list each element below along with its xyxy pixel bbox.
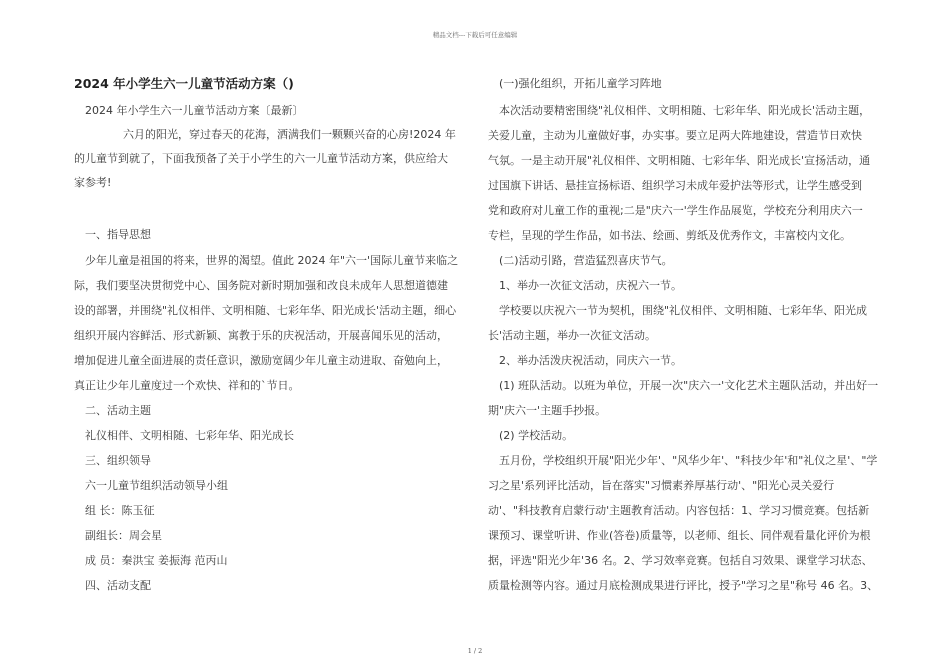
- paragraph-line: 长'活动主题，举办一次征文活动。: [488, 329, 657, 342]
- section-heading: (二)活动引路，营造猛烈喜庆节气。: [499, 254, 673, 267]
- page-number: 1 / 2: [467, 647, 483, 655]
- section-heading: (一)强化组织，开拓儿童学习阵地: [499, 77, 662, 90]
- paragraph-line: 质量检测等内容。通过月底检测成果进行评比，授予"学习之星"称号 46 名。3、: [488, 579, 879, 592]
- paragraph-line: 课预习、课堂听讲、作业(答卷)质量等，以老师、组长、同伴观看量化评价为根: [488, 529, 871, 542]
- intro-line: 六月的阳光，穿过春天的花海，洒满我们一颗颗兴奋的心房!2024 年: [123, 128, 456, 141]
- intro-line: 家参考!: [74, 176, 112, 189]
- paragraph-line: 过国旗下讲话、悬挂宣扬标语、组织学习未成年爱护法等形式，让学生感受到: [488, 179, 862, 192]
- paragraph-line: 关爱儿童，主动为儿童做好事，办实事。要立足两大阵地建设，营造节日欢快: [488, 129, 862, 142]
- paragraph-line: 五月份，学校组织开展"阳光少年'、"风华少年'、"科技少年'和"礼仪之星'、"学: [499, 454, 878, 467]
- section-heading: 二、活动主题: [85, 404, 151, 417]
- paragraph-line: 增加促进儿童全面进展的责任意识，激励宽阔少年儿童主动进取、奋勉向上，: [74, 354, 448, 367]
- section-heading: 四、活动支配: [85, 579, 151, 592]
- paragraph-line: (1) 班队活动。以班为单位，开展一次"庆六一'文化艺术主题队活动，并出好一: [499, 379, 879, 392]
- paragraph-line: 真正让少年儿童度过一个欢快、祥和的`节日。: [74, 379, 300, 392]
- page-header-note: 精品文档---下载后可任意编辑: [432, 31, 518, 39]
- paragraph-line: 成 员：秦洪宝 姜振海 范丙山: [85, 554, 228, 567]
- paragraph-line: 本次活动要精密围绕"礼仪相伴、文明相随、七彩年华、阳光成长'活动主题，: [499, 104, 871, 117]
- paragraph-line: 2、举办活泼庆祝活动，同庆六一节。: [499, 354, 682, 367]
- intro-line: 的儿童节到就了，下面我预备了关于小学生的六一儿童节活动方案，供应给大: [74, 152, 448, 165]
- paragraph-line: 组织开展内容鲜活、形式新颖、寓教于乐的庆祝活动，开展喜闻乐见的活动，: [74, 329, 448, 342]
- paragraph-line: 动'、"科技教育启蒙行动'主题教育活动。内容包括：1、学习习惯竞赛。包括新: [488, 504, 870, 517]
- subtitle-line: 2024 年小学生六一儿童节活动方案〔最新〕: [85, 104, 304, 117]
- paragraph-line: 1、举办一次征文活动，庆祝六一节。: [499, 279, 682, 292]
- paragraph-line: 组 长：陈玉征: [85, 504, 155, 517]
- paragraph-line: 学校要以庆祝六一节为契机，围绕"礼仪相伴、文明相随、七彩年华、阳光成: [499, 304, 868, 317]
- paragraph-line: 习之星'系列评比活动，旨在落实"习惯素养厚基行动'、"阳光心灵关爱行: [488, 479, 835, 492]
- paragraph-line: 少年儿童是祖国的将来，世界的渴望。值此 2024 年"六一'国际儿童节来临之: [85, 254, 459, 267]
- section-heading: 三、组织领导: [85, 454, 151, 467]
- paragraph-line: 期"庆六一'主题手抄报。: [488, 404, 607, 417]
- paragraph-line: (2) 学校活动。: [499, 429, 574, 442]
- paragraph-line: 际，我们要坚决贯彻党中心、国务院对新时期加强和改良未成年人思想道德建: [74, 279, 448, 292]
- paragraph-line: 专栏，呈现的学生作品，如书法、绘画、剪纸及优秀作文，丰富校内文化。: [488, 229, 851, 242]
- section-heading: 一、指导思想: [85, 228, 151, 241]
- paragraph-line: 气氛。一是主动开展"礼仪相伴、文明相随、七彩年华、阳光成长'宣扬活动，通: [488, 154, 871, 167]
- paragraph-line: 据，评选"阳光少年'36 名。2、学习效率竞赛。包括自习效果、课堂学习状态、: [488, 554, 873, 567]
- paragraph-line: 党和政府对儿童工作的重视;二是"庆六一'学生作品展览，学校充分利用庆六一: [488, 204, 863, 217]
- paragraph-line: 设的部署，并围绕"礼仪相伴、文明相随、七彩年华、阳光成长'活动主题，细心: [74, 304, 457, 317]
- document-title: 2024 年小学生六一儿童节活动方案（): [74, 76, 294, 91]
- paragraph-line: 副组长：周会星: [85, 529, 162, 542]
- paragraph-line: 礼仪相伴、文明相随、七彩年华、阳光成长: [85, 429, 294, 442]
- paragraph-line: 六一儿童节组织活动领导小组: [85, 479, 228, 492]
